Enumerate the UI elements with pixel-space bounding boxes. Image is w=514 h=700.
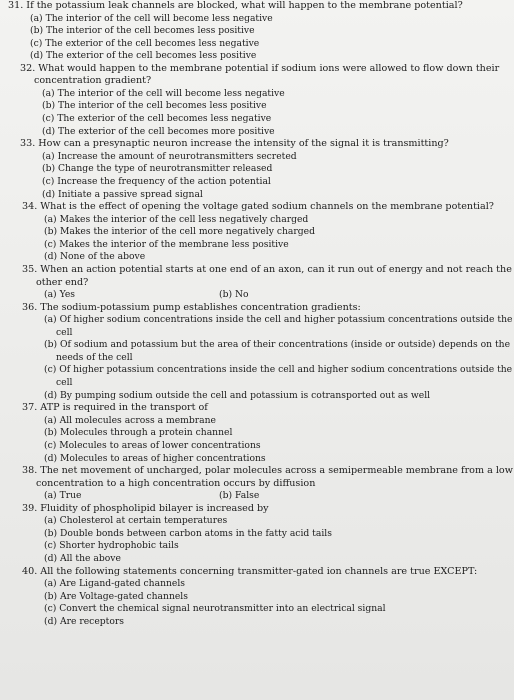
answer-option: (c) The exterior of the cell becomes less negative <box>42 113 272 125</box>
question-39 <box>0 503 514 566</box>
answer-option: (b) The interior of the cell becomes less positive <box>42 100 267 112</box>
answer-option-no: (b) No <box>219 289 249 300</box>
answer-option: (c) Of higher potassium concentrations inside the cell and higher sodium concentrations outside the cell <box>44 364 513 389</box>
answer-option: (a) Are Ligand-gated channels <box>44 578 186 590</box>
answer-option: (d) All the above <box>44 553 121 564</box>
question-38 <box>0 465 514 503</box>
answer-option: (a) The interior of the cell will become less negative <box>30 12 273 24</box>
question-stem: 36. The sodium-potassium pump establishes concentration gradients: <box>22 301 361 313</box>
answer-option: (d) None of the above <box>44 251 146 263</box>
question-35 <box>0 264 514 302</box>
answer-option: (b) The interior of the cell becomes less positive <box>30 25 255 37</box>
answer-option: (c) The exterior of the cell becomes less negative <box>30 37 260 49</box>
question-stem: 40. All the following statements concerning transmitter-gated ion channels are true EXCEPT: <box>22 565 478 577</box>
answer-option-yes: (a) Yes <box>44 289 75 300</box>
question-34 <box>0 201 514 264</box>
answer-option: (b) Are Voltage-gated channels <box>44 590 188 602</box>
question-stem: 39. Fluidity of phospholipid bilayer is increased by <box>22 502 269 514</box>
question-36 <box>0 302 514 403</box>
answer-option: (a) Makes the interior of the cell less negatively charged <box>44 213 309 225</box>
answer-option: (a) Cholesterol at certain temperatures <box>44 515 228 527</box>
answer-option: (d) By pumping sodium outside the cell and potassium is cotransported out as well <box>44 389 431 401</box>
question-stem: 34. What is the effect of opening the voltage gated sodium channels on the membrane potential? <box>22 201 494 213</box>
question-31 <box>0 0 514 63</box>
answer-option-true: (a) True <box>44 490 82 502</box>
answer-option: (b) Change the type of neurotransmitter released <box>42 163 273 175</box>
answer-option: (b) Of sodium and potassium but the area of their concentrations (inside or outside) depends on the needs of the cell <box>44 339 511 363</box>
answer-option: (b) Double bonds between carbon atoms in the fatty acid tails <box>44 527 332 539</box>
question-stem: 37. ATP is required in the transport of <box>22 402 208 414</box>
question-32 <box>0 63 514 138</box>
answer-option: (d) Molecules to areas of higher concentrations <box>44 452 266 464</box>
answer-option: (a) The interior of the cell will become less negative <box>42 87 285 99</box>
answer-option: (c) Molecules to areas of lower concentrations <box>44 439 261 451</box>
answer-option: (a) Of higher sodium concentrations inside the cell and higher potassium concentrations outside the cell <box>44 314 513 338</box>
question-33 <box>0 138 514 201</box>
answer-option: (d) The exterior of the cell becomes less positive <box>30 50 257 62</box>
question-40 <box>0 566 514 629</box>
answer-option: (d) Initiate a passive spread signal <box>42 188 203 200</box>
answer-option: (d) Are receptors <box>44 615 124 627</box>
answer-option: (d) The exterior of the cell becomes more positive <box>42 125 275 137</box>
answer-option: (c) Shorter hydrophobic tails <box>44 540 179 552</box>
question-stem: 31. If the potassium leak channels are blocked, what will happen to the membrane potential? <box>8 0 463 11</box>
question-stem: 33. How can a presynaptic neuron increase the intensity of the signal it is transmitting? <box>20 138 449 150</box>
answer-option: (c) Increase the frequency of the action potential <box>42 175 271 187</box>
question-stem: 32. What would happen to the membrane potential if sodium ions were allowed to flow down their concentration gradient? <box>20 62 500 87</box>
answer-option: (a) Increase the amount of neurotransmitters secreted <box>42 150 297 162</box>
answer-pair <box>22 490 514 503</box>
answer-option: (b) Molecules through a protein channel <box>44 427 233 439</box>
answer-option: (c) Makes the interior of the membrane less positive <box>44 238 289 250</box>
answer-option: (b) Makes the interior of the cell more negatively charged <box>44 226 315 238</box>
question-stem: 38. The net movement of uncharged, polar molecules across a semipermeable membrane from a low concentration to a high concentration occurs by diffusion <box>22 465 513 489</box>
question-37 <box>0 402 514 465</box>
answer-pair <box>22 289 514 302</box>
answer-option: (c) Convert the chemical signal neurotransmitter into an electrical signal <box>44 603 386 615</box>
answer-option: (a) All molecules across a membrane <box>44 414 216 426</box>
answer-option-false: (b) False <box>219 490 260 502</box>
question-stem: 35. When an action potential starts at one end of an axon, can it run out of energy and not reach the other end? <box>22 264 512 288</box>
